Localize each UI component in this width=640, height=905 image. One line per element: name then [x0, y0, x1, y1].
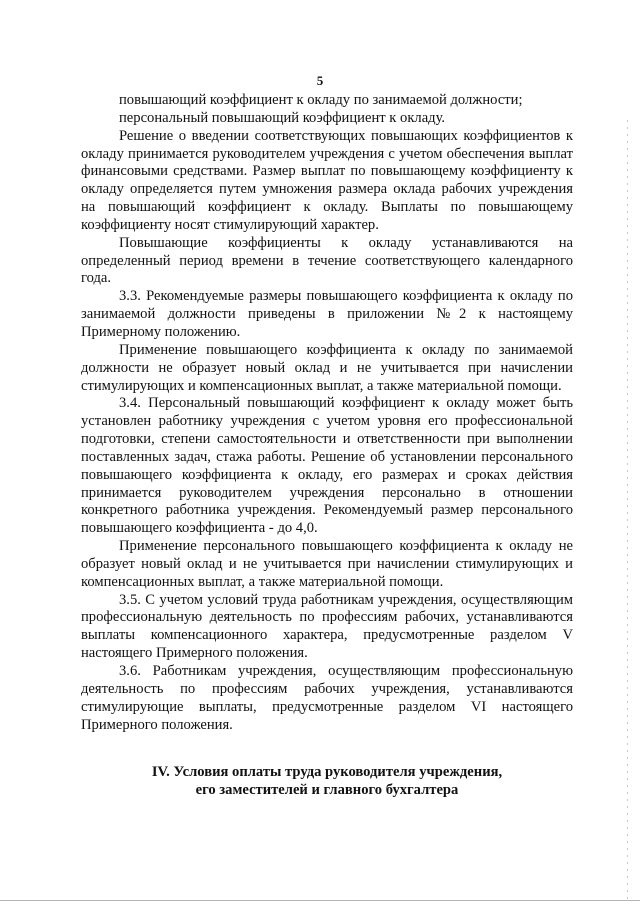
paragraph-coefficient-position: повышающий коэффициент к окладу по занимаемой должности; — [119, 92, 523, 108]
scan-edge-right — [627, 120, 628, 900]
section-heading-line-2: его заместителей и главного бухгалтера — [195, 781, 459, 798]
page-number: 5 — [316, 73, 324, 88]
scan-edge-bottom — [0, 900, 640, 901]
paragraph-3-6: 3.6. Работникам учреждения, осуществляющим профессиональную деятельность по профессиям рабочих учреждения, устанавливаются стимулирующие выплаты, предусмотренные разделом VI настоящего Примерного положения. — [81, 663, 573, 733]
section-heading-line-1: IV. Условия оплаты труда руководителя учреждения, — [151, 764, 503, 781]
paragraph-3-3: 3.3. Рекомендуемые размеры повышающего коэффициента к окладу по занимаемой должности приведены в приложении №2 к настоящему Примерному положению. — [81, 288, 573, 340]
document-body — [81, 92, 573, 800]
paragraph-3-4: 3.4. Персональный повышающий коэффициент к окладу может быть установлен работнику учреждения с учетом уровня его профессиональной подготовки, степени самостоятельности и ответственности при выполнении поставленных задач, стажа работы. Решение об установлении персонального повышающего коэффициента к окладу, его размерах и сроках действия принимается руководителем учреждения персонально в отношении конкретного работника учреждения. Рекомендуемый размер персонального повышающего коэффициента - до 4,0. — [81, 395, 573, 537]
paragraph-3-5: 3.5. С учетом условий труда работникам учреждения, осуществляющим профессиональную деятельность по профессиям рабочих, устанавливаются выплаты компенсационного характера, предусмотренные разделом V настоящего Примерного положения. — [81, 591, 573, 662]
section-heading-iv — [81, 764, 573, 799]
paragraph-coefficient-application: Применение повышающего коэффициента к окладу по занимаемой должности не образует новый оклад и не учитывается при начислении стимулирующих и компенсационных выплат, а также материальной помощи. — [81, 341, 573, 394]
paragraph-decision-coefficients: Решение о введении соответствующих повышающих коэффициентов к окладу принимается руководителем учреждения с учетом обеспечения выплат финансовыми средствами. Размер выплат по повышающему коэффициенту к окладу определяется путем умножения размера оклада рабочих учреждения на повышающий коэффициент к окладу. Выплаты по повышающему коэффициенту носят стимулирующий характер. — [81, 127, 573, 233]
paragraph-coefficient-personal: персональный повышающий коэффициент к окладу. — [119, 109, 446, 126]
paragraph-coefficient-period: Повышающие коэффициенты к окладу устанавливаются на определенный период времени в течение соответствующего календарного года. — [81, 234, 573, 287]
paragraph-personal-application: Применение персонального повышающего коэффициента к окладу не образует новый оклад и не учитывается при начислении стимулирующих и компенсационных выплат, а также материальной помощи. — [81, 538, 573, 590]
